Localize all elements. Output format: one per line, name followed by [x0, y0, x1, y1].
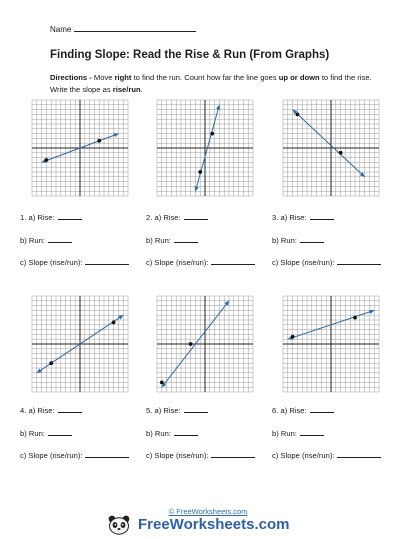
arrow-head-end [369, 310, 374, 314]
run-blank[interactable] [174, 235, 198, 243]
rise-blank[interactable] [310, 405, 334, 413]
problem-number: 3. [272, 213, 279, 222]
rise-label: a) Rise: [28, 406, 55, 415]
arrow-head-start [37, 368, 42, 372]
line-point [189, 342, 193, 346]
line-point [353, 316, 357, 320]
directions-text-3: to find the rise. Write the slope as [50, 73, 372, 94]
rise-label: a) Rise: [28, 213, 55, 222]
rise-blank[interactable] [58, 212, 82, 220]
slope-label: c) Slope (rise/run): [272, 258, 335, 267]
name-field [50, 24, 196, 34]
directions-bold-right: right [114, 73, 132, 82]
copyright-link[interactable]: © FreeWorksheets.com [168, 507, 248, 516]
slope-label: c) Slope (rise/run): [146, 258, 209, 267]
directions [50, 72, 380, 96]
arrow-head-end [118, 315, 123, 319]
run-blank[interactable] [48, 235, 72, 243]
line-point [112, 321, 116, 325]
run-label: b) Run: [146, 429, 171, 438]
directions-bold-updown: up or down [278, 73, 320, 82]
line-point [45, 158, 49, 162]
panda-icon [106, 515, 132, 535]
problem-number: 1. [20, 213, 27, 222]
graph-5 [155, 294, 255, 394]
run-blank[interactable] [48, 428, 72, 436]
graph-1 [30, 98, 130, 198]
directions-text-1: Move [91, 73, 115, 82]
graph-2 [155, 98, 255, 198]
slope-label: c) Slope (rise/run): [272, 451, 335, 460]
slope-blank[interactable] [211, 257, 255, 265]
line-point [210, 132, 214, 136]
line-point [97, 139, 101, 143]
rise-label: a) Rise: [154, 213, 181, 222]
graph-3-svg [281, 98, 381, 198]
problem-number: 5. [146, 406, 153, 415]
rise-blank[interactable] [310, 212, 334, 220]
graph-2-svg [155, 98, 255, 198]
graph-6 [281, 294, 381, 394]
line-point [296, 113, 300, 117]
rise-blank[interactable] [184, 405, 208, 413]
rise-blank[interactable] [58, 405, 82, 413]
problem-number: 2. [146, 213, 153, 222]
slope-blank[interactable] [85, 257, 129, 265]
graph-3 [281, 98, 381, 198]
name-label: Name [50, 25, 72, 34]
page-title: Finding Slope: Read the Rise & Run (From Graphs) [50, 49, 330, 61]
run-label: b) Run: [146, 236, 171, 245]
slope-label: c) Slope (rise/run): [20, 451, 83, 460]
name-blank[interactable] [74, 24, 196, 32]
slope-label: c) Slope (rise/run): [146, 451, 209, 460]
run-blank[interactable] [174, 428, 198, 436]
rise-label: a) Rise: [280, 213, 307, 222]
run-label: b) Run: [272, 236, 297, 245]
line-point [339, 151, 343, 155]
problem-number: 6. [272, 406, 279, 415]
slope-blank[interactable] [211, 450, 255, 458]
slope-blank[interactable] [337, 450, 381, 458]
run-label: b) Run: [20, 429, 45, 438]
run-label: b) Run: [272, 429, 297, 438]
graph-6-svg [281, 294, 381, 394]
slope-label: c) Slope (rise/run): [20, 258, 83, 267]
line-point [198, 170, 202, 174]
directions-text-4: . [140, 85, 143, 94]
slope-blank[interactable] [337, 257, 381, 265]
rise-label: a) Rise: [154, 406, 181, 415]
directions-label: Directions - [50, 73, 92, 82]
graph-1-svg [30, 98, 130, 198]
directions-bold-riserun: rise/run [112, 85, 141, 94]
slope-blank[interactable] [85, 450, 129, 458]
graph-4-svg [30, 294, 130, 394]
problem-number: 4. [20, 406, 27, 415]
line-point [291, 335, 295, 339]
brand-logo [104, 515, 319, 535]
run-blank[interactable] [300, 428, 324, 436]
directions-text-2: to find the run. Count how far the line goes [131, 73, 279, 82]
line-point [160, 381, 164, 385]
rise-blank[interactable] [184, 212, 208, 220]
line-point [49, 361, 53, 365]
run-blank[interactable] [300, 235, 324, 243]
graph-4 [30, 294, 130, 394]
run-label: b) Run: [20, 236, 45, 245]
graph-5-svg [155, 294, 255, 394]
rise-label: a) Rise: [280, 406, 307, 415]
brand-name: FreeWorksheets.com [138, 516, 290, 533]
